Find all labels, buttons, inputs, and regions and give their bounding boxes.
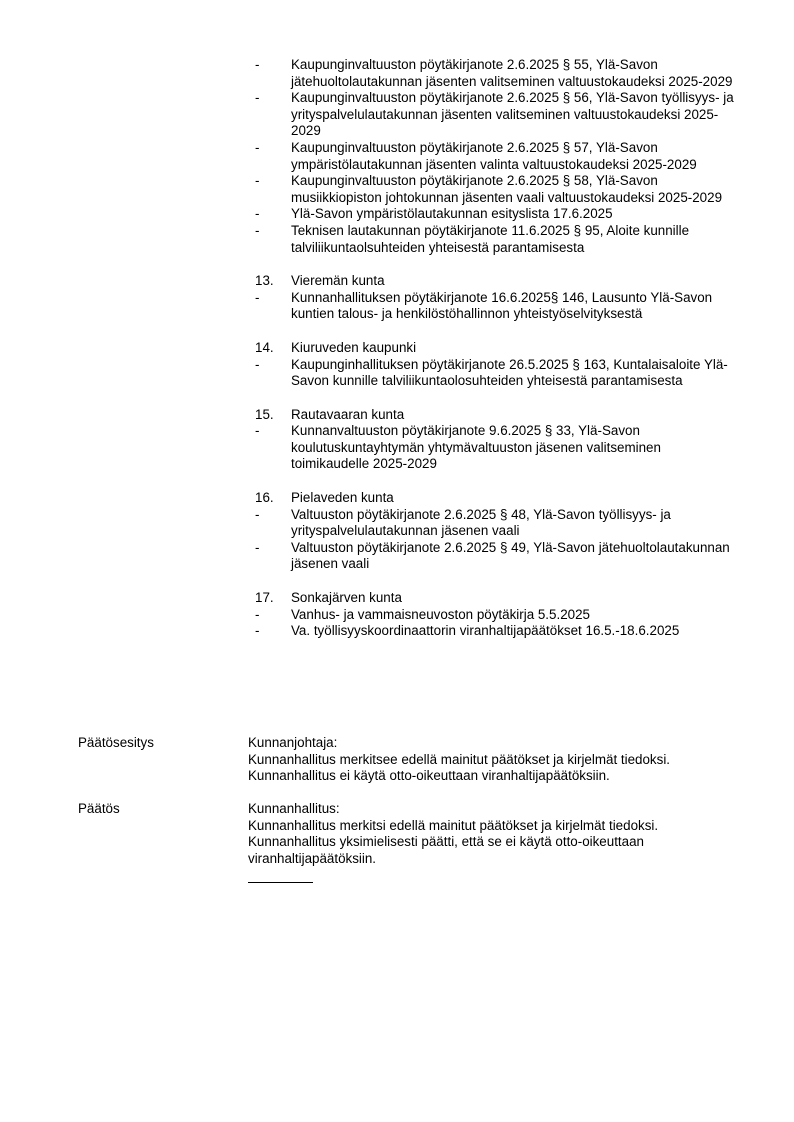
list-text: Vieremän kunta xyxy=(291,273,385,289)
list-marker: - xyxy=(255,539,260,555)
list-marker: - xyxy=(255,173,260,189)
list-heading xyxy=(255,340,735,357)
list-text: Va. työllisyyskoordinaattorin viranhaltijapäätökset 16.5.-18.6.2025 xyxy=(291,623,680,639)
list-gap xyxy=(255,256,735,273)
list-marker: - xyxy=(255,139,260,155)
proposal-body xyxy=(248,735,738,785)
list-marker: - xyxy=(255,623,260,639)
list-heading xyxy=(255,490,735,507)
list-item xyxy=(255,223,735,256)
list-item xyxy=(255,206,735,223)
list-text: Kaupunginvaltuuston pöytäkirjanote 2.6.2025 § 58, Ylä-Savon musiikkiopiston johtokunnan jäsenten vaali valtuustokaudeksi 2025-2029 xyxy=(291,173,723,205)
list-marker: - xyxy=(255,222,260,238)
list-text: Kaupunginvaltuuston pöytäkirjanote 2.6.2025 § 56, Ylä-Savon työllisyys- ja yrityspalvelulautakunnan jäsenten valitseminen valtuustokaudeksi 2025-2029 xyxy=(291,90,734,139)
list-item xyxy=(255,540,735,573)
list-marker: - xyxy=(255,506,260,522)
list-item xyxy=(255,140,735,173)
list-marker: - xyxy=(255,206,260,222)
list-text: Valtuuston pöytäkirjanote 2.6.2025 § 48, Ylä-Savon työllisyys- ja yrityspalvelulautakunnan jäsenen vaali xyxy=(291,506,671,539)
list-text: Kaupunginvaltuuston pöytäkirjanote 2.6.2025 § 57, Ylä-Savon ympäristölautakunnan jäsenten valinta valtuustokaudeksi 2025-2029 xyxy=(291,139,697,172)
list-item xyxy=(255,607,735,624)
list-item xyxy=(255,423,735,473)
list-marker: - xyxy=(255,57,260,72)
list-marker: - xyxy=(255,606,260,622)
list-item xyxy=(255,623,735,640)
list-gap xyxy=(255,473,735,490)
list-gap xyxy=(255,573,735,590)
list-text: Kaupunginvaltuuston pöytäkirjanote 2.6.2025 § 55, Ylä-Savon jätehuoltolautakunnan jäsenten valitseminen valtuustokaudeksi 2025-2029 xyxy=(291,57,733,89)
list-item xyxy=(255,173,735,206)
decision-section xyxy=(78,801,738,867)
list-item xyxy=(255,357,735,390)
list-gap xyxy=(255,390,735,407)
end-rule xyxy=(248,882,313,883)
list-text: Kunnanhallituksen pöytäkirjanote 16.6.2025§ 146, Lausunto Ylä-Savon kuntien talous- ja henkilöstöhallinnon yhteistyöselvityksestä xyxy=(291,289,713,322)
list-text: Sonkajärven kunta xyxy=(291,590,402,606)
list-item xyxy=(255,290,735,323)
decision-line: Kunnanhallitus merkitsi edellä mainitut päätökset ja kirjelmät tiedoksi. xyxy=(248,817,659,833)
decision-body xyxy=(248,801,688,867)
list-marker: 16. xyxy=(255,490,274,506)
list-heading xyxy=(255,407,735,424)
list-marker: 14. xyxy=(255,339,274,355)
list-text: Vanhus- ja vammaisneuvoston pöytäkirja 5.5.2025 xyxy=(291,606,590,622)
list-text: Rautavaaran kunta xyxy=(291,406,405,422)
list-marker: - xyxy=(255,356,260,372)
list-text: Teknisen lautakunnan pöytäkirjanote 11.6.2025 § 95, Aloite kunnille talviliikuntaolsuhteiden yhteisestä parantamisesta xyxy=(291,222,690,255)
proposal-line: Kunnanhallitus ei käytä otto-oikeuttaan viranhaltijapäätöksiin. xyxy=(248,768,610,784)
list-item xyxy=(255,57,735,90)
list-gap xyxy=(255,323,735,340)
decision-speaker: Kunnanhallitus: xyxy=(248,801,340,816)
decision-line: Kunnanhallitus yksimielisesti päätti, että se ei käytä otto-oikeuttaan viranhaltijapäätöksiin. xyxy=(248,834,644,866)
list-text: Ylä-Savon ympäristölautakunnan esityslista 17.6.2025 xyxy=(291,206,613,222)
list-marker: - xyxy=(255,90,260,106)
list-item xyxy=(255,90,735,140)
proposal-speaker: Kunnanjohtaja: xyxy=(248,735,338,750)
list-text: Kaupunginhallituksen pöytäkirjanote 26.5.2025 § 163, Kuntalaisaloite Ylä-Savon kunnille talviliikuntaolosuhteiden yhteisestä parantamisesta xyxy=(291,356,728,389)
list-marker: - xyxy=(255,289,260,305)
list-marker: 13. xyxy=(255,273,274,289)
list-heading xyxy=(255,590,735,607)
attachments-list xyxy=(255,57,735,640)
decision-label: Päätös xyxy=(78,801,120,816)
proposal-line: Kunnanhallitus merkitsee edellä mainitut päätökset ja kirjelmät tiedoksi. xyxy=(248,751,671,767)
list-text: Valtuuston pöytäkirjanote 2.6.2025 § 49, Ylä-Savon jätehuoltolautakunnan jäsenen vaali xyxy=(291,539,730,572)
list-heading xyxy=(255,273,735,290)
list-marker: 15. xyxy=(255,406,274,422)
list-text: Kunnanvaltuuston pöytäkirjanote 9.6.2025 § 33, Ylä-Savon koulutuskuntayhtymän yhtymävaltuuston jäsenen valitseminen toimikaudelle 2025-2029 xyxy=(291,423,661,472)
list-text: Kiuruveden kaupunki xyxy=(291,339,417,355)
proposal-label: Päätösesitys xyxy=(78,735,154,750)
list-marker: 17. xyxy=(255,590,274,606)
proposal-section xyxy=(78,735,738,785)
list-text: Pielaveden kunta xyxy=(291,490,394,506)
list-item xyxy=(255,507,735,540)
list-marker: - xyxy=(255,423,260,439)
